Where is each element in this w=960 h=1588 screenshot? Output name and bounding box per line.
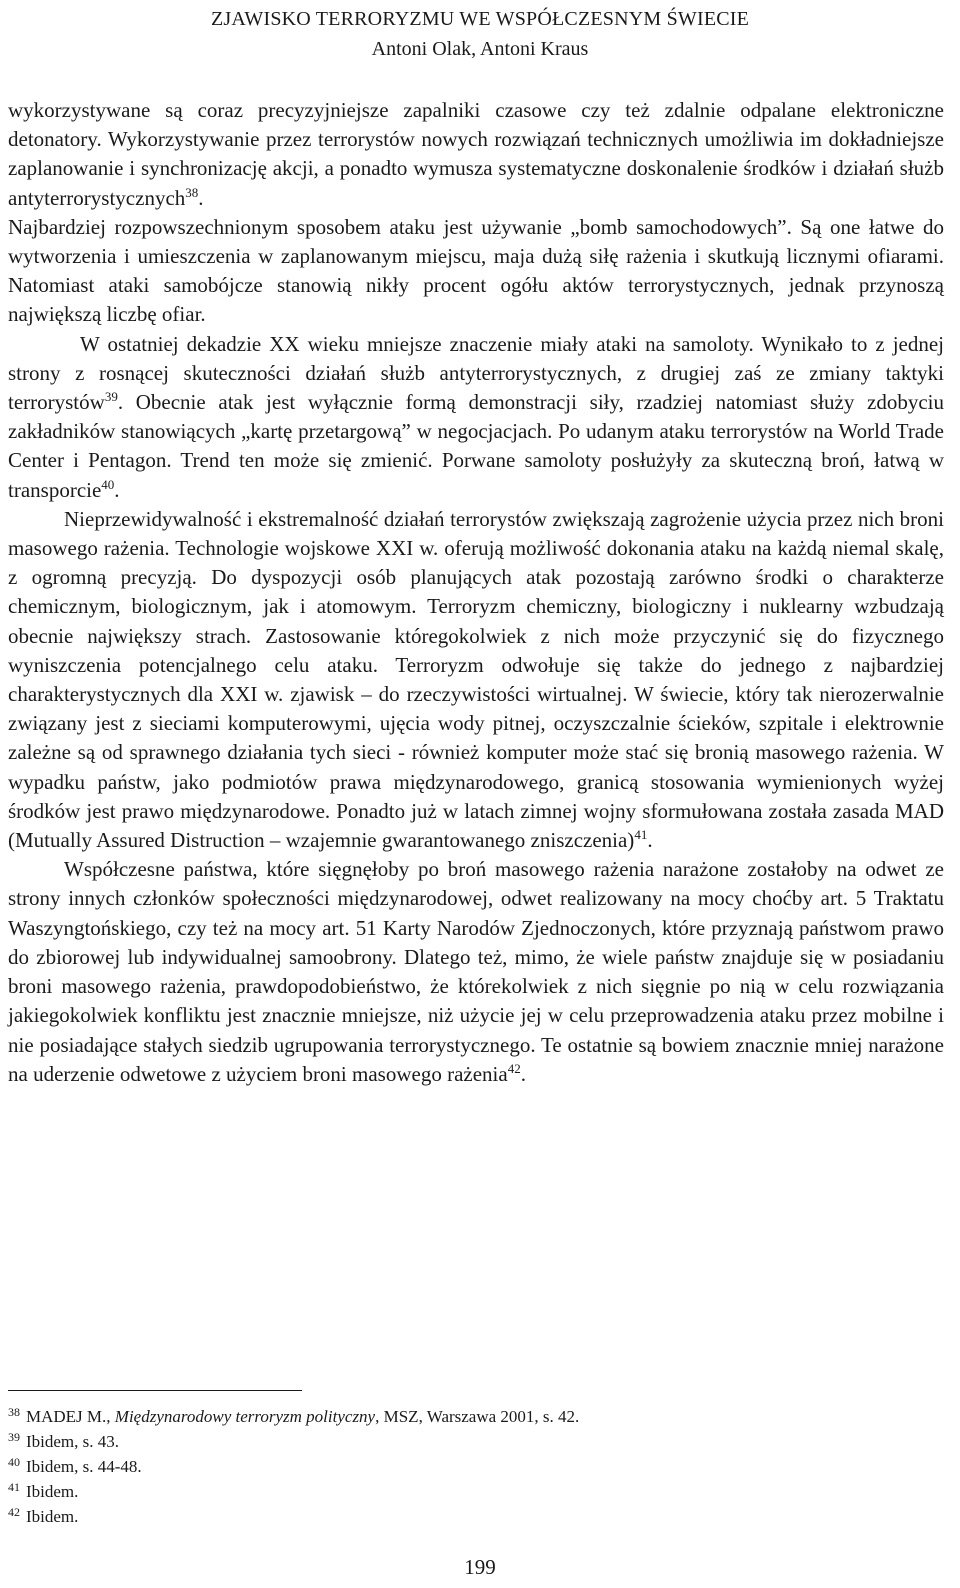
footnote-41 xyxy=(8,1479,944,1504)
paragraph-text-tail: . Obecnie atak jest wyłącznie formą demonstracji siły, rzadziej natomiast służy zdobyciu zakładników stanowiących „kartę przetargową” w negocjacjach. Po udanym ataku terrorystów na World Trade Center i Pentagon. Trend ten może się zmienić. Porwane samoloty posłużyły za skuteczną broń, łatwą w transporcie xyxy=(8,390,944,502)
paragraph-text: W ostatniej dekadzie XX wieku mniejsze znaczenie miały ataki na samoloty. Wynikało to z jednej strony z rosnącej skuteczności działań służb antyterrorystycznych, z drugiej zaś ze zmiany taktyki terrorystów xyxy=(8,331,944,415)
footnotes xyxy=(8,1404,944,1529)
footnote-text: Ibidem. xyxy=(26,1507,79,1526)
footnote-number: 40 xyxy=(8,1455,20,1469)
header-title: ZJAWISKO TERRORYZMU WE WSPÓŁCZESNYM ŚWIECIE xyxy=(210,8,750,30)
body-text xyxy=(8,96,944,1089)
footnote-text: MADEJ M., xyxy=(26,1407,115,1426)
paragraph-2 xyxy=(8,213,944,330)
running-header xyxy=(0,4,960,64)
header-authors: Antoni Olak, Antoni Kraus xyxy=(371,38,589,60)
footnote-ref[interactable]: 39 xyxy=(104,389,118,405)
footnote-separator xyxy=(8,1390,302,1391)
paragraph-4 xyxy=(8,505,944,855)
paragraph-text-tail: . xyxy=(198,185,204,210)
footnote-number: 41 xyxy=(8,1480,20,1494)
paragraph-text: Współczesne państwa, które sięgnęłoby po broń masowego rażenia narażone zostałoby na odwet ze strony innych członków społeczności międzynarodowej, odwet realizowany na mocy choćby art. 5 Traktatu Waszyngtońskiego, czy też na mocy art. 51 Karty Narodów Zjednoczonych, które przyznają państwom prawo do zbiorowej lub indywidualnej samoobrony. Dlatego też, mimo, że wiele państw znajduje się w posiadaniu broni masowego rażenia, prawdopodobieństwo, że którekolwiek z nich sięgnie po nią w celu rozwiązania jakiegokolwiek konfliktu jest znacznie mniejsze, niż użycie jej w celu przeprowadzenia ataku przez mobilne i nie posiadające stałych siedzib ugrupowania terrorystycznego. Te ostatnie są bowiem znacznie mniej narażone na uderzenie odwetowe z użyciem broni masowego rażenia xyxy=(8,857,944,1086)
footnote-40 xyxy=(8,1454,944,1479)
paragraph-text: Nieprzewidywalność i ekstremalność działań terrorystów zwiększają zagrożenie użycia przez nich broni masowego rażenia. Technologie wojskowe XXI w. oferują możliwość dokonania ataku na każdą niemal skalę, z ogromną precyzją. Do dyspozycji osób planujących atak pozostają zarówno środki o charakterze chemicznym, biologicznym, jak i atomowym. Terroryzm chemiczny, biologiczny i nuklearny wzbudzają obecnie największy strach. Zastosowanie któregokolwiek z nich może przyczynić się do fizycznego wyniszczenia potencjalnego celu ataku. Terroryzm odwołuje się także do jednego z najbardziej charakterystycznych dla XXI w. zjawisk – do rzeczywistości wirtualnej. W świecie, który tak nierozerwalnie związany jest z sieciami komputerowymi, ujęcia wody pitnej, oczyszczalnie ścieków, szpitale i elektrownie zależne są od sprawnego działania tych sieci - również komputer może stać się bronią masowego rażenia. W wypadku państw, jako podmiotów prawa międzynarodowego, granicą stosowania wymienionych wyżej środków jest prawo międzynarodowe. Ponadto już w latach zimnej wojny sformułowana została zasada MAD (Mutually Assured Distruction – wzajemnie gwarantowanego zniszczenia) xyxy=(8,506,944,853)
paragraph-3 xyxy=(8,330,944,505)
footnote-42 xyxy=(8,1504,944,1529)
footnote-title: Międzynarodowy terroryzm polityczny xyxy=(114,1407,376,1426)
footnote-39 xyxy=(8,1429,944,1454)
footnote-ref[interactable]: 42 xyxy=(507,1060,521,1076)
paragraph-text-tail: . xyxy=(520,1061,526,1086)
footnote-ref[interactable]: 40 xyxy=(101,476,115,492)
paragraph-5 xyxy=(8,855,944,1089)
footnote-number: 42 xyxy=(8,1505,20,1519)
paragraph-1 xyxy=(8,96,944,213)
footnote-text-tail: , MSZ, Warszawa 2001, s. 42. xyxy=(375,1407,580,1426)
footnote-text: Ibidem. xyxy=(26,1482,79,1501)
paragraph-text: Najbardziej rozpowszechnionym sposobem ataku jest używanie „bomb samochodowych”. Są one łatwe do wytworzenia i umieszczenia w zaplanowanym miejscu, maja dużą siłę rażenia i skutkują licznymi ofiarami. Natomiast ataki samobójcze stanowią nikły procent ogółu aktów terrorystycznych, jednak przynoszą największą liczbę ofiar. xyxy=(8,214,944,327)
footnote-number: 39 xyxy=(8,1430,20,1444)
paragraph-text-tail: . xyxy=(114,477,120,502)
paragraph-text: wykorzystywane są coraz precyzyjniejsze zapalniki czasowe czy też zdalnie odpalane elektroniczne detonatory. Wykorzystywanie przez terrorystów nowych rozwiązań technicznych umożliwia im dokładniejsze zaplanowanie i synchronizację akcji, a ponadto wymusza systematyczne doskonalenie środków i działań służb antyterrorystycznych xyxy=(8,98,944,210)
footnote-ref[interactable]: 41 xyxy=(634,827,648,843)
footnote-text: Ibidem, s. 43. xyxy=(26,1432,120,1451)
page-number: 199 xyxy=(464,1555,496,1579)
footnote-number: 38 xyxy=(8,1405,20,1419)
footnote-text: Ibidem, s. 44-48. xyxy=(26,1457,142,1476)
footnote-ref[interactable]: 38 xyxy=(185,184,199,200)
footnote-38 xyxy=(8,1404,944,1429)
paragraph-text-tail: . xyxy=(647,828,653,853)
